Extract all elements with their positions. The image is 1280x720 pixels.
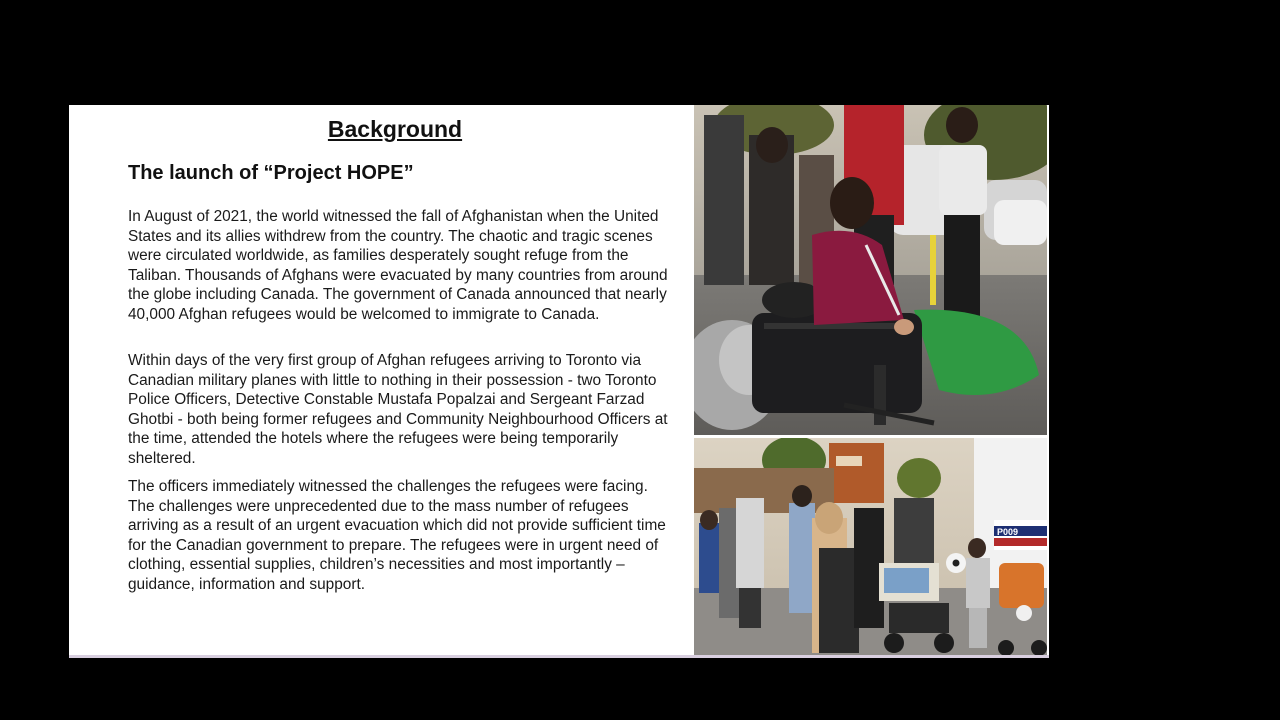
slide (69, 105, 1049, 657)
photo-child-on-suitcase (694, 105, 1047, 435)
paragraph-3: The officers immediately witnessed the challenges the refugees were facing. The challenges were unprecedented due to the mass number of refugees arriving as a result of an urgent evacuation which did not provide sufficient time for the Canadian government to prepare. The refugees were in urgent need of clothing, essential supplies, children’s necessities and most importantly – guidance, information and support. (128, 478, 666, 593)
police-vehicle-number: P009 (997, 527, 1019, 537)
slide-title: Background (327, 116, 463, 142)
slide-bottom-border (69, 655, 1049, 658)
section-subtitle: The launch of “Project HOPE” (128, 162, 414, 184)
photo-crowd-outside-store (694, 438, 1047, 657)
text-panel (69, 105, 694, 657)
paragraph-1: In August of 2021, the world witnessed the fall of Afghanistan when the United States and its allies withdrew from the country. The chaotic and tragic scenes were circulated worldwide, as families desperately sought refuge from the Taliban. Thousands of Afghans were evacuated by many countries from around the globe including Canada. The government of Canada announced that nearly 40,000 Afghan refugees would be welcomed to immigrate to Canada. (128, 208, 668, 323)
paragraph-2: Within days of the very first group of Afghan refugees arriving to Toronto via Canadian military planes with little to nothing in their possession - two Toronto Police Officers, Detective Constable Mustafa Popalzai and Sergeant Farzad Ghotbi - both being former refugees and Community Neighbourhood Officers at the time, attended the hotels where the refugees were being temporarily sheltered. (128, 352, 668, 467)
